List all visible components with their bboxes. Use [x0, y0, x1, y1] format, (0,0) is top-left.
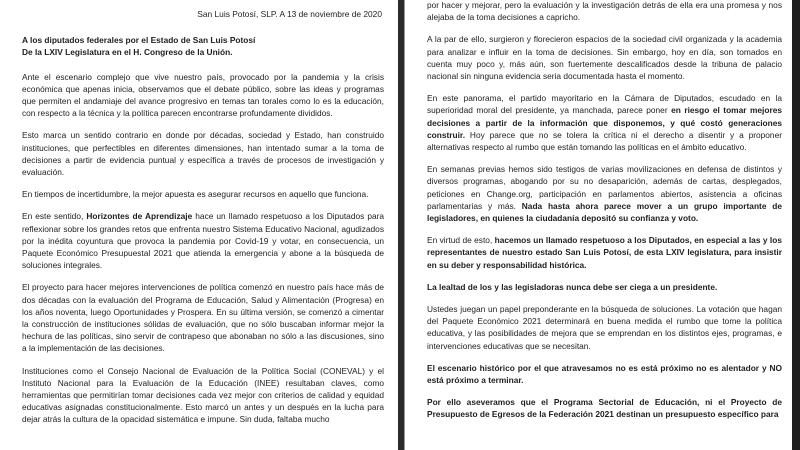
paragraph-uncertainty: En tiempos de incertidumbre, la mejor apuesta es asegurar recursos en aquello que funciona.: [22, 189, 369, 200]
letter-page-2: [404, 0, 796, 450]
paragraph-progresa-history: El proyecto para hacer mejores intervenciones de política comenzó en nuestro país hace más de dos décadas con la evaluación del Programa de Educación, Salud y Alimentación (Progresa) en los años noventa, luego Oportunidades y Prospera. En su última versión, se comenzó a cimentar la construcción de instituciones sólidas de evaluación, que no sólo buscaban informar mejor la hechura de las políticas, sino servir de contrapeso que abonaban no sólo a las discusiones, sino a la implementación de las decisiones.: [22, 282, 384, 354]
r3-bold: en riesgo el tomar mejores decisiones a partir de la información que disponemos, y qué costó generaciones construir.: [427, 105, 782, 140]
paragraph-institutions-built: Esto marca un sentido contrario en donde por décadas, sociedad y Estado, han construido instituciones, que perfectibles en diferentes dimensiones, han intentado sumar a la toma de decisiones a partir de evidencia puntual y específica a través de procesos de investigación y evaluación.: [22, 130, 384, 178]
addressee-line-1: A los diputados federales por el Estado de San Luis Potosí: [22, 35, 256, 46]
r4-bold: Nada hasta ahora parece mover a un grupo importante de legisladores, en quienes la ciudadanía depositó su confianza y voto.: [427, 200, 782, 224]
p4-rest: hace un llamado respetuoso a los Diputados para reflexionar sobre los grandes retos que enfrenta nuestro Sistema Educativo Nacional, agudizados por la inédita coyuntura que provoca la pandemia por Covid-19 y votar, en consecuencia, un Paquete Económico Presupuestal 2021 que atienda la emergencia y abone a la búsqueda de soluciones integrales.: [22, 211, 385, 271]
paragraph-historic-scenario: [427, 362, 782, 386]
r3-text-c: Hoy parece que no se tolera la crítica ni el derecho a disentir y a proponer alternativas respecto al rumbo que están tomando las políticas en el ámbito educativo.: [427, 129, 782, 153]
letter-page-1: [0, 0, 398, 450]
r8-bold: El escenario histórico por el que atravesamos no es está próximo no es alentador y NO está próximo a terminar.: [427, 362, 782, 386]
paragraph-role: Ustedes juegan un papel preponderante en la búsqueda de soluciones. La votación que hagan del Paquete Económico 2021 determinará en buena medida el rumbo que tome la política educativa, y las posibilidades de mejora que se emprendan en los distintos ejes, programas, e intervenciones educativas que se necesitan.: [427, 304, 782, 351]
paragraph-majority-party: [427, 92, 782, 153]
r3-text-a: En este panorama, el partido mayoritario en la Cámara de Diputados, escudado en la superioridad moral del presidente, ya manchada, parece poner: [427, 93, 782, 116]
paragraph-respectful-call: [427, 234, 782, 271]
r5-bold: hacemos un llamado respetuoso a los Diputados, en especial a las y los representantes de nuestro estado San Luis Potosí, de esta LXIV legislatura, para insistir en su deber y responsabilidad histórica.: [427, 235, 782, 270]
paragraph-continuation: por hacer y mejorar, pero la evaluación y la investigación detrás de ella era una promesa y nos alejaba de la toma decisiones a capricho.: [427, 0, 782, 23]
org-name-horizontes: Horizontes de Aprendizaje: [86, 211, 193, 222]
paragraph-civil-society: A la par de ello, surgieron y florecieron espacios de la sociedad civil organizada y la academia para analizar e influir en la toma de decisiones. Sin embargo, hoy en día, son tomados en cuenta muy poco y, más aún, son fuertemente descalificados desde la tribuna de palacio nacional sin ninguna evidencia seria documentada hasta el momento.: [427, 34, 782, 82]
paragraph-scenario: Ante el escenario complejo que vive nuestro país, provocado por la pandemia y la crisis económica que apenas inicia, observamos que el debate público, sobre las ideas y programas que permiten el andamiaje del avance progresivo en temas tan torales como lo es la educación, con respecto a la técnica y la política parecen encontrarse profundamente divididos.: [22, 71, 384, 119]
paragraph-sectoral-program: [427, 396, 782, 420]
paragraph-loyalty: [427, 281, 782, 293]
p4-prefix: En este sentido,: [22, 211, 87, 222]
paragraph-coneval-inee: Instituciones como el Consejo Nacional de Evaluación de la Política Social (CONEVAL) y el Instituto Nacional para la Evaluación de la Educación (INEE) resultaban claves, como herramientas que permitirían tomar decisiones cada vez mejor con criterios de calidad y equidad educativas asignadas constitucionalmente. Esto marcó un antes y un después en la lucha para dejar atrás la cultura de la opacidad sistemática e impune. Sin duda, faltaba mucho: [22, 365, 384, 425]
place-date: San Luis Potosí, SLP. A 13 de noviembre de 2020: [197, 9, 382, 19]
addressee-line-2: De la LXIV Legislatura en el H. Congreso de la Unión.: [22, 47, 233, 58]
r9-bold: Por ello aseveramos que el Programa Sectorial de Educación, ni el Proyecto de Presupuesto de Egresos de la Federación 2021 destinan un presupuesto específico para: [427, 397, 782, 420]
r5-text-a: En virtud de esto,: [427, 235, 495, 246]
paragraph-mobilizations: [427, 163, 782, 224]
addressee-block: [22, 34, 384, 58]
paragraph-call-to-reflect: [22, 210, 384, 271]
r6-bold: La lealtad de los y las legisladoras nunca debe ser ciega a un presidente.: [427, 281, 718, 292]
viewer-edge: [792, 0, 800, 450]
r4-text-a: En semanas previas hemos sido testigos de varias movilizaciones en defensa de distintos y diversos programas, abogando por su no desaparición, además de cartas, desplegados, peticiones en Change.org, participación en parlamentos abiertos, asistencia a oficinas parlamentarias y más.: [427, 164, 782, 211]
